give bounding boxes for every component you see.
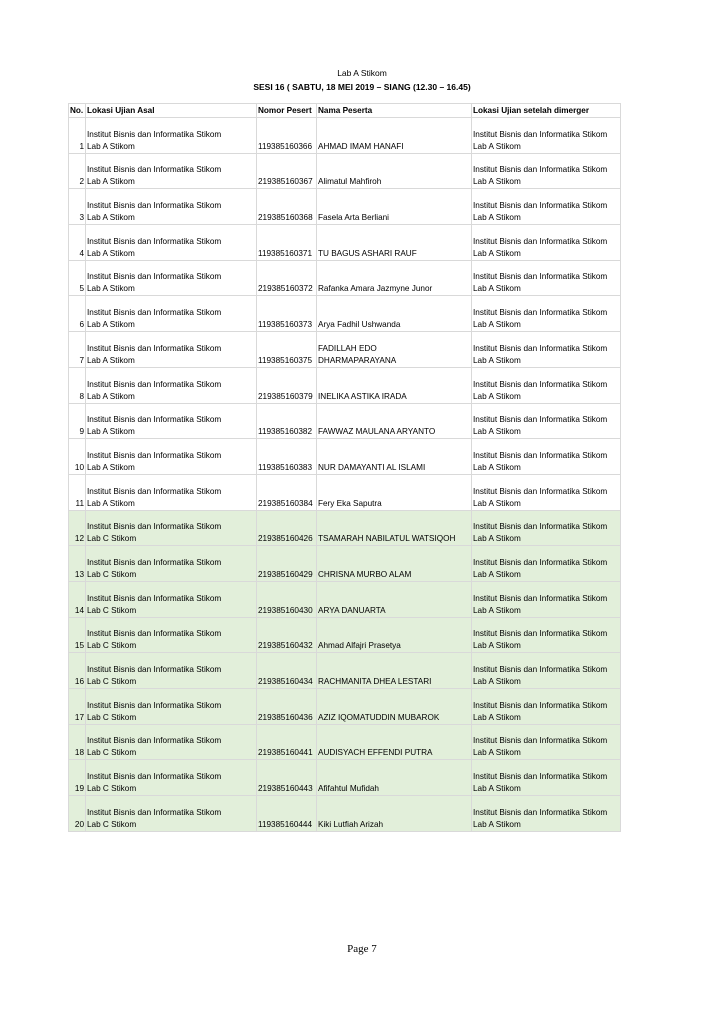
nomor-peserta: 119385160373 — [257, 296, 317, 332]
nama-peserta: Alimatul Mahfiroh — [318, 177, 382, 187]
nama-peserta-cell — [317, 724, 472, 760]
lokasi-asal-institution: Institut Bisnis dan Informatika Stikom — [87, 629, 222, 639]
lokasi-asal-lab: Lab C Stikom — [87, 569, 137, 579]
table-row — [69, 689, 621, 725]
lokasi-asal-lab: Lab C Stikom — [87, 819, 137, 829]
row-number: 7 — [69, 332, 86, 368]
lokasi-asal-institution: Institut Bisnis dan Informatika Stikom — [87, 343, 222, 353]
nama-peserta: TU BAGUS ASHARI RAUF — [318, 248, 417, 258]
nama-peserta: Ahmad Alfajri Prasetya — [318, 641, 401, 651]
lokasi-asal-institution: Institut Bisnis dan Informatika Stikom — [87, 665, 222, 674]
row-number: 19 — [69, 760, 86, 796]
nama-peserta: CHRISNA MURBO ALAM — [318, 569, 412, 579]
nomor-peserta: 219385160430 — [257, 581, 317, 617]
nama-peserta-cell — [317, 189, 472, 225]
nama-peserta: AZIZ IQOMATUDDIN MUBAROK — [318, 712, 440, 722]
lokasi-baru-institution: Institut Bisnis dan Informatika Stikom — [473, 522, 608, 532]
nomor-peserta: 219385160368 — [257, 189, 317, 225]
session-subtitle: SESI 16 ( SABTU, 18 MEI 2019 – SIANG (12.30 – 16.45) — [253, 82, 471, 92]
lokasi-asal-institution: Institut Bisnis dan Informatika Stikom — [87, 522, 222, 532]
lokasi-baru-cell — [472, 439, 621, 475]
nomor-peserta: 219385160426 — [257, 510, 317, 546]
table-row — [69, 225, 621, 261]
row-number: 20 — [69, 796, 86, 832]
lokasi-asal-institution: Institut Bisnis dan Informatika Stikom — [87, 772, 222, 782]
row-number: 13 — [69, 546, 86, 582]
nama-peserta-line1 — [318, 807, 470, 819]
lokasi-baru-cell — [472, 581, 621, 617]
lokasi-baru-lab: Lab A Stikom — [473, 462, 521, 472]
lokasi-baru-cell — [472, 474, 621, 510]
nama-peserta: Arya Fadhil Ushwanda — [318, 320, 401, 330]
nama-peserta: RACHMANITA DHEA LESTARI — [318, 677, 432, 686]
row-number: 14 — [69, 581, 86, 617]
nama-peserta-cell — [317, 367, 472, 403]
table-row — [69, 724, 621, 760]
nama-peserta: Fery Eka Saputra — [318, 498, 382, 508]
nama-peserta-cell — [317, 617, 472, 653]
nama-peserta: TSAMARAH NABILATUL WATSIQOH — [318, 534, 456, 544]
lokasi-asal-institution: Institut Bisnis dan Informatika Stikom — [87, 272, 222, 282]
lokasi-asal-institution: Institut Bisnis dan Informatika Stikom — [87, 165, 222, 175]
lokasi-baru-institution: Institut Bisnis dan Informatika Stikom — [473, 379, 608, 389]
lokasi-asal-institution: Institut Bisnis dan Informatika Stikom — [87, 593, 222, 603]
nomor-peserta: 119385160375 — [257, 332, 317, 368]
lokasi-asal-cell — [86, 225, 257, 261]
nama-peserta-line1 — [318, 379, 470, 391]
lokasi-baru-lab: Lab A Stikom — [473, 248, 521, 258]
lokasi-asal-lab: Lab A Stikom — [87, 427, 135, 437]
table-row — [69, 403, 621, 439]
column-header-nomor: Nomor Pesert — [257, 104, 317, 118]
nomor-peserta: 219385160372 — [257, 260, 317, 296]
lokasi-baru-institution: Institut Bisnis dan Informatika Stikom — [473, 593, 608, 603]
row-number: 8 — [69, 367, 86, 403]
lokasi-baru-cell — [472, 617, 621, 653]
column-header-nama: Nama Peserta — [317, 104, 472, 118]
nama-peserta-line1 — [318, 593, 470, 605]
lokasi-baru-lab: Lab A Stikom — [473, 712, 521, 722]
lokasi-asal-cell — [86, 617, 257, 653]
lokasi-asal-cell — [86, 653, 257, 689]
lokasi-asal-lab: Lab A Stikom — [87, 462, 135, 472]
nomor-peserta: 219385160441 — [257, 724, 317, 760]
lokasi-asal-cell — [86, 581, 257, 617]
table-row — [69, 760, 621, 796]
lokasi-asal-cell — [86, 118, 257, 154]
table-row — [69, 332, 621, 368]
lokasi-baru-institution: Institut Bisnis dan Informatika Stikom — [473, 486, 608, 496]
lokasi-asal-cell — [86, 439, 257, 475]
lokasi-asal-lab: Lab C Stikom — [87, 677, 137, 686]
lokasi-baru-institution: Institut Bisnis dan Informatika Stikom — [473, 807, 608, 817]
nomor-peserta: 119385160444 — [257, 796, 317, 832]
nama-peserta-line1: FADILLAH EDO — [318, 343, 377, 353]
row-number: 3 — [69, 189, 86, 225]
lokasi-asal-institution: Institut Bisnis dan Informatika Stikom — [87, 415, 222, 425]
table-row — [69, 153, 621, 189]
nama-peserta-cell — [317, 403, 472, 439]
nama-peserta-cell — [317, 689, 472, 725]
nomor-peserta: 219385160367 — [257, 153, 317, 189]
lokasi-asal-institution: Institut Bisnis dan Informatika Stikom — [87, 557, 222, 567]
lokasi-baru-cell — [472, 760, 621, 796]
nama-peserta: ARYA DANUARTA — [318, 605, 386, 615]
table-header-row — [69, 104, 621, 118]
table-row — [69, 617, 621, 653]
nama-peserta-line1 — [318, 200, 470, 212]
lokasi-asal-cell — [86, 510, 257, 546]
lokasi-baru-institution: Institut Bisnis dan Informatika Stikom — [473, 772, 608, 782]
lokasi-baru-lab: Lab A Stikom — [473, 784, 521, 794]
lokasi-asal-cell — [86, 403, 257, 439]
nama-peserta-cell — [317, 439, 472, 475]
row-number: 1 — [69, 118, 86, 154]
nama-peserta-line1 — [318, 129, 470, 141]
lokasi-asal-institution: Institut Bisnis dan Informatika Stikom — [87, 308, 222, 318]
lokasi-baru-institution: Institut Bisnis dan Informatika Stikom — [473, 415, 608, 425]
lokasi-baru-institution: Institut Bisnis dan Informatika Stikom — [473, 557, 608, 567]
lokasi-asal-cell — [86, 189, 257, 225]
lokasi-asal-lab: Lab A Stikom — [87, 141, 135, 151]
nama-peserta-line1 — [318, 164, 470, 176]
nomor-peserta: 119385160371 — [257, 225, 317, 261]
column-header-lokasi-asal: Lokasi Ujian Asal — [86, 104, 257, 118]
table-row — [69, 474, 621, 510]
nama-peserta: Kiki Lutfiah Arizah — [318, 819, 384, 829]
table-row — [69, 439, 621, 475]
table-row — [69, 367, 621, 403]
nama-peserta: Afifahtul Mufidah — [318, 784, 379, 794]
nomor-peserta: 219385160379 — [257, 367, 317, 403]
lokasi-baru-institution: Institut Bisnis dan Informatika Stikom — [473, 236, 608, 246]
lokasi-asal-cell — [86, 796, 257, 832]
nama-peserta-line1 — [318, 557, 470, 569]
row-number: 16 — [69, 653, 86, 689]
nama-peserta-line1 — [318, 414, 470, 426]
lokasi-baru-cell — [472, 689, 621, 725]
table-row — [69, 581, 621, 617]
lokasi-asal-cell — [86, 296, 257, 332]
nama-peserta-cell — [317, 581, 472, 617]
lokasi-asal-lab: Lab C Stikom — [87, 641, 137, 651]
lokasi-asal-institution: Institut Bisnis dan Informatika Stikom — [87, 129, 222, 139]
lokasi-asal-lab: Lab C Stikom — [87, 784, 137, 794]
nomor-peserta: 219385160434 — [257, 653, 317, 689]
lokasi-baru-lab: Lab A Stikom — [473, 605, 521, 615]
lokasi-asal-cell — [86, 760, 257, 796]
row-number: 11 — [69, 474, 86, 510]
nomor-peserta: 119385160383 — [257, 439, 317, 475]
table-row — [69, 546, 621, 582]
table-row — [69, 796, 621, 832]
table-row — [69, 260, 621, 296]
lokasi-baru-lab: Lab A Stikom — [473, 641, 521, 651]
lokasi-baru-institution: Institut Bisnis dan Informatika Stikom — [473, 450, 608, 460]
nomor-peserta: 119385160382 — [257, 403, 317, 439]
lokasi-baru-institution: Institut Bisnis dan Informatika Stikom — [473, 700, 608, 710]
row-number: 4 — [69, 225, 86, 261]
lokasi-asal-cell — [86, 546, 257, 582]
table-row — [69, 510, 621, 546]
lokasi-baru-cell — [472, 724, 621, 760]
participant-table — [68, 103, 621, 832]
lokasi-asal-lab: Lab A Stikom — [87, 498, 135, 508]
lokasi-baru-cell — [472, 403, 621, 439]
nomor-peserta: 219385160384 — [257, 474, 317, 510]
nama-peserta-cell — [317, 332, 472, 368]
lokasi-baru-institution: Institut Bisnis dan Informatika Stikom — [473, 343, 608, 353]
nomor-peserta: 219385160429 — [257, 546, 317, 582]
lokasi-baru-cell — [472, 332, 621, 368]
row-number: 6 — [69, 296, 86, 332]
lokasi-asal-institution: Institut Bisnis dan Informatika Stikom — [87, 450, 222, 460]
nama-peserta: INELIKA ASTIKA IRADA — [318, 391, 407, 401]
lokasi-baru-institution: Institut Bisnis dan Informatika Stikom — [473, 129, 608, 139]
lokasi-asal-lab: Lab A Stikom — [87, 177, 135, 187]
row-number: 9 — [69, 403, 86, 439]
table-row — [69, 296, 621, 332]
lokasi-asal-lab: Lab A Stikom — [87, 248, 135, 258]
nama-peserta-line1 — [318, 735, 470, 747]
lokasi-baru-lab: Lab A Stikom — [473, 534, 521, 544]
lokasi-baru-cell — [472, 653, 621, 689]
lokasi-baru-institution: Institut Bisnis dan Informatika Stikom — [473, 272, 608, 282]
lokasi-asal-lab: Lab A Stikom — [87, 355, 135, 365]
row-number: 18 — [69, 724, 86, 760]
lokasi-asal-cell — [86, 474, 257, 510]
lokasi-asal-lab: Lab A Stikom — [87, 213, 135, 223]
lokasi-baru-institution: Institut Bisnis dan Informatika Stikom — [473, 308, 608, 318]
nama-peserta: Rafanka Amara Jazmyne Junor — [318, 284, 433, 294]
nama-peserta-cell — [317, 296, 472, 332]
lokasi-asal-lab: Lab C Stikom — [87, 534, 137, 544]
nomor-peserta: 219385160443 — [257, 760, 317, 796]
nama-peserta-cell — [317, 474, 472, 510]
lokasi-baru-institution: Institut Bisnis dan Informatika Stikom — [473, 201, 608, 211]
lokasi-baru-lab: Lab A Stikom — [473, 427, 521, 437]
lokasi-baru-cell — [472, 189, 621, 225]
lokasi-baru-institution: Institut Bisnis dan Informatika Stikom — [473, 629, 608, 639]
row-number: 10 — [69, 439, 86, 475]
table-body — [69, 118, 621, 832]
table-row — [69, 189, 621, 225]
lokasi-asal-institution: Institut Bisnis dan Informatika Stikom — [87, 379, 222, 389]
lokasi-baru-lab: Lab A Stikom — [473, 141, 521, 151]
lokasi-asal-cell — [86, 689, 257, 725]
nama-peserta-cell — [317, 653, 472, 689]
lokasi-baru-institution: Institut Bisnis dan Informatika Stikom — [473, 165, 608, 175]
lokasi-baru-cell — [472, 225, 621, 261]
nama-peserta-line1 — [318, 271, 470, 283]
lokasi-baru-lab: Lab A Stikom — [473, 498, 521, 508]
nama-peserta-line1 — [318, 521, 470, 533]
nama-peserta-cell — [317, 510, 472, 546]
nomor-peserta: 119385160366 — [257, 118, 317, 154]
nama-peserta: AHMAD IMAM HANAFI — [318, 141, 404, 151]
lokasi-asal-lab: Lab A Stikom — [87, 320, 135, 330]
nama-peserta-cell — [317, 260, 472, 296]
nama-peserta-line1 — [318, 307, 470, 319]
lokasi-baru-lab: Lab A Stikom — [473, 819, 521, 829]
lokasi-baru-lab: Lab A Stikom — [473, 391, 521, 401]
lokasi-baru-lab: Lab A Stikom — [473, 284, 521, 294]
lokasi-asal-lab: Lab C Stikom — [87, 712, 137, 722]
lokasi-baru-lab: Lab A Stikom — [473, 213, 521, 223]
nama-peserta: NUR DAMAYANTI AL ISLAMI — [318, 462, 426, 472]
lokasi-baru-cell — [472, 546, 621, 582]
row-number: 15 — [69, 617, 86, 653]
nama-peserta-line1 — [318, 628, 470, 640]
nama-peserta-line1 — [318, 771, 470, 783]
lokasi-baru-cell — [472, 796, 621, 832]
nama-peserta-line1 — [318, 450, 470, 462]
lokasi-baru-lab: Lab A Stikom — [473, 569, 521, 579]
lokasi-asal-cell — [86, 367, 257, 403]
lokasi-baru-lab: Lab A Stikom — [473, 677, 521, 686]
row-number: 17 — [69, 689, 86, 725]
table-row — [69, 653, 621, 689]
lokasi-baru-lab: Lab A Stikom — [473, 355, 521, 365]
nama-peserta-cell — [317, 225, 472, 261]
lokasi-asal-cell — [86, 260, 257, 296]
nama-peserta: DHARMAPARAYANA — [318, 355, 397, 365]
nama-peserta-line1 — [318, 236, 470, 248]
lokasi-baru-cell — [472, 296, 621, 332]
lokasi-asal-institution: Institut Bisnis dan Informatika Stikom — [87, 236, 222, 246]
column-header-no: No. — [69, 104, 86, 118]
nama-peserta-cell — [317, 760, 472, 796]
nama-peserta-line1 — [318, 664, 470, 676]
nama-peserta-line1 — [318, 700, 470, 712]
lokasi-asal-institution: Institut Bisnis dan Informatika Stikom — [87, 700, 222, 710]
lokasi-baru-lab: Lab A Stikom — [473, 748, 521, 758]
nama-peserta: Fasela Arta Berliani — [318, 213, 389, 223]
nama-peserta: AUDISYACH EFFENDI PUTRA — [318, 748, 433, 758]
nama-peserta-cell — [317, 546, 472, 582]
lokasi-asal-lab: Lab C Stikom — [87, 748, 137, 758]
lokasi-asal-institution: Institut Bisnis dan Informatika Stikom — [87, 201, 222, 211]
row-number: 5 — [69, 260, 86, 296]
lokasi-asal-institution: Institut Bisnis dan Informatika Stikom — [87, 807, 222, 817]
nama-peserta-line1 — [318, 486, 470, 498]
lokasi-baru-cell — [472, 367, 621, 403]
nama-peserta-cell — [317, 153, 472, 189]
column-header-lokasi-baru: Lokasi Ujian setelah dimerger — [472, 104, 621, 118]
nomor-peserta: 219385160436 — [257, 689, 317, 725]
lokasi-baru-cell — [472, 510, 621, 546]
lokasi-baru-cell — [472, 153, 621, 189]
lokasi-asal-lab: Lab A Stikom — [87, 391, 135, 401]
lokasi-baru-institution: Institut Bisnis dan Informatika Stikom — [473, 736, 608, 746]
lokasi-asal-institution: Institut Bisnis dan Informatika Stikom — [87, 486, 222, 496]
lokasi-asal-lab: Lab A Stikom — [87, 284, 135, 294]
row-number: 12 — [69, 510, 86, 546]
lokasi-asal-cell — [86, 332, 257, 368]
table-row — [69, 118, 621, 154]
document-title: Lab A Stikom — [337, 68, 387, 78]
lokasi-baru-lab: Lab A Stikom — [473, 320, 521, 330]
lokasi-baru-cell — [472, 260, 621, 296]
nama-peserta: FAWWAZ MAULANA ARYANTO — [318, 427, 436, 437]
lokasi-asal-lab: Lab C Stikom — [87, 605, 137, 615]
lokasi-baru-cell — [472, 118, 621, 154]
lokasi-asal-institution: Institut Bisnis dan Informatika Stikom — [87, 736, 222, 746]
lokasi-asal-cell — [86, 724, 257, 760]
row-number: 2 — [69, 153, 86, 189]
nomor-peserta: 219385160432 — [257, 617, 317, 653]
page-number: Page 7 — [347, 943, 377, 955]
lokasi-baru-lab: Lab A Stikom — [473, 177, 521, 187]
nama-peserta-cell — [317, 796, 472, 832]
nama-peserta-cell — [317, 118, 472, 154]
lokasi-asal-cell — [86, 153, 257, 189]
lokasi-baru-institution: Institut Bisnis dan Informatika Stikom — [473, 665, 608, 674]
